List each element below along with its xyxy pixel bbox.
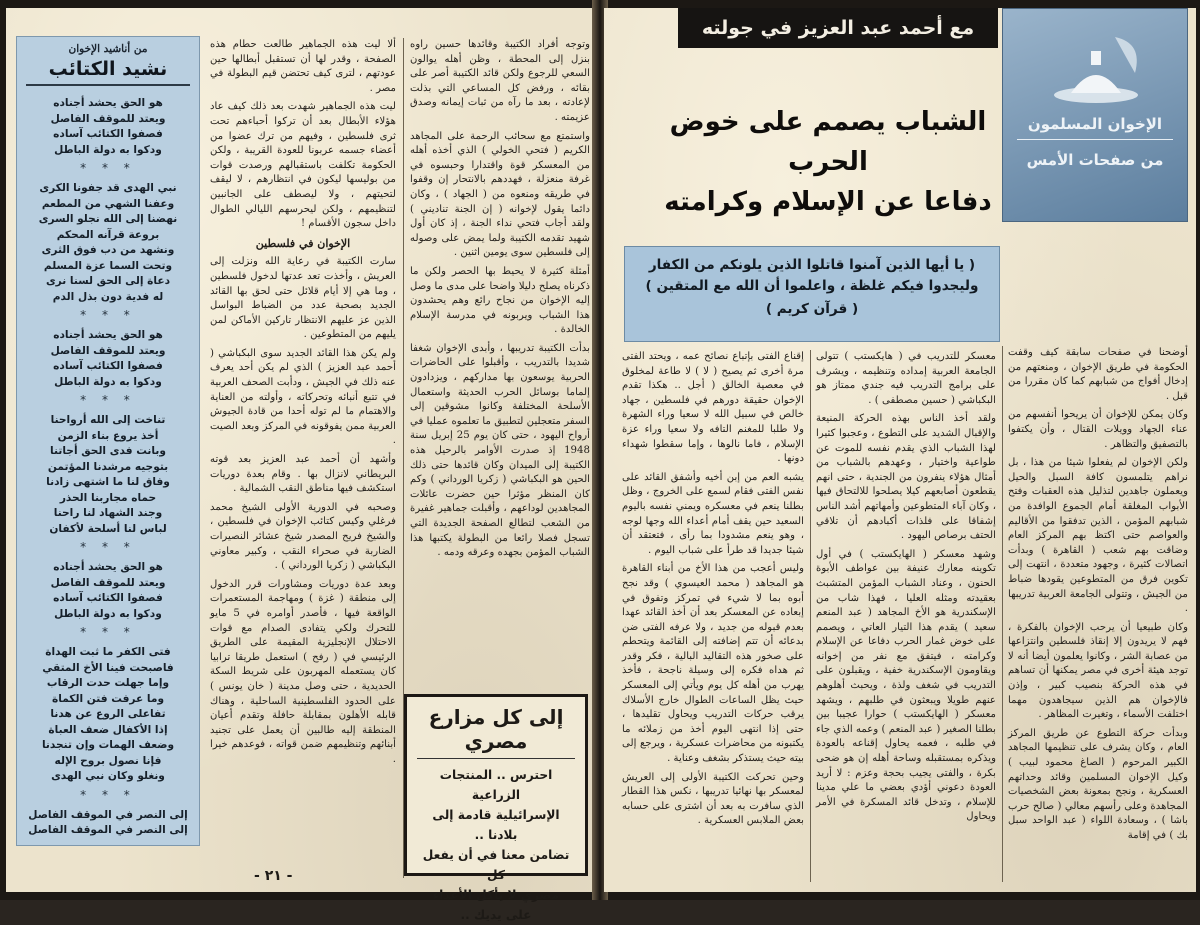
section-logo-box	[1002, 8, 1188, 222]
anthem-line: فصفوا الكتائب آساده	[53, 360, 163, 372]
right-page-column-c	[622, 350, 804, 884]
anthem-line: إلى النصر في الموقف الفاصل	[28, 824, 188, 836]
anthem-line: هو الحق يحشد أجناده	[53, 97, 163, 109]
anthem-stanza	[26, 560, 190, 622]
anthem-line: فاصبحت فينا الأخ المتقي	[42, 661, 174, 674]
anthem-line: ودكوا به دولة الباطل	[54, 607, 162, 620]
anthem-line: بروعة قرآنه المحكم	[56, 228, 160, 241]
paragraph: ولقد أخذ الناس بهذه الحركة المنيعة والإقبال الشديد على التطوع ، وعجبوا كثيرا لهذا الشباب الذي يقدم نفسه للموت عن طواعية واختيار ، وعهدهم بالشباب من أمثال هؤلاء ينفرون من الجندية ، حتى انهم يقطعون أصابعهم كيلا يصلحوا للالتحاق فيها ، وكان آباء المتطوعين وأمهاتهم أشد الناس إشفاقا على فلذات أكبادهم أن تلاقي الحتف برصاص اليهود .	[816, 413, 996, 542]
anthem-line: وجند الشهاد لنا راحنا	[53, 507, 163, 519]
anthem-line: ونشهد من دب فوق الثرى	[41, 244, 175, 256]
ad-line: مصري لا يأكل الأعداء	[432, 888, 560, 902]
anthem-line: وعفنا الشهي من المطعم	[41, 197, 175, 210]
anthem-stanza	[26, 808, 190, 839]
paragraph: وصحبه في الدورية الأولى الشيخ محمد فرغلي وكيس كتائب الإخوان في فلسطين ، والشيخ فريح المصدر شيخ عشائر النصيرات الضاربة في صحراء النقب ، وكبير معاوني البكباشي ( زكريا الورداني ) .	[210, 501, 396, 572]
anthem-line: وما عرفت فتن الكماة	[51, 692, 165, 705]
paragraph: أمثلة كثيرة لا يحيط بها الحصر ولكن ما ذكرناه يصلح دليلا واضحا على مدى ما وصل إليه الإخوان من نجاح رائع وهم يحشدون هذا الشباب ويربونه في مدرسة الإسلام الخالدة .	[409, 265, 590, 336]
paragraph: ولم يكن هذا القائد الجديد سوى البكباشي ( أحمد عبد العزيز ) الذي لم يكن أحد يعرف عنه ذلك في الجيش ، ودأبت الصحف العربية في تتبع أنبائه وتحركاته ، وأولته من العناية والاهتمام ما لم توله أحدا من قادة الجيوش العربية ممن يفوقونه في المركز وبعد الصيت .	[210, 347, 396, 447]
left-page-column-middle	[210, 38, 396, 868]
anthem-stanza	[26, 645, 190, 785]
stanza-separator: * * *	[80, 540, 136, 554]
anthem-line: حماه مجاربنا الحذر	[59, 491, 157, 504]
paragraph: وبدأت حركة التطوع عن طريق المركز العام ، وكان يشرف على تنظيمها المجاهد الكبير المرحوم ( الصاغ محمود لبيب ) وكيل الإخوان المسلمين وقائد وحداتهم العسكرية ، ونجح بمعونة بعض الشخصيات المجاهدة وعلى رأسهم معالي ( صالح حرب باشا ) ، وسعادة اللواء ( عبد الواحد سبل بك ) في إقامة	[1008, 727, 1188, 841]
ad-body	[417, 765, 575, 925]
paragraph: وليس أعجب من هذا الأخ من أبناء القاهرة هو المجاهد ( محمد العيسوي ) وقد نجح أبوه بما لا شيء في تمركز وتفوق في إبعاده عن المعسكر بعد أن أخذ القائد عهدا بعدم قبوله من جديد ، ولا عرفه الفتى ضن بدعائه أن تتم إضافته إلى القائمة ويتحطم على صخور هذه التقاليد البالية ، فكر وقدر ثم هداه فكره إلى وسيلة ناجحة ، فأخذ يهرب من أهله كل يوم ويأتي إلى المعسكر حيث يظل الساعات الطوال خارج الأسلاك يرقب حركات التدريب ويحاول تقليدها ، حتى إذا انتهى اليوم أخذ من زملائه ما يكتبونه من محاضرات عسكرية ، ويرجع إلى بيته حيث يستذكر بشغف وعناية .	[622, 563, 804, 765]
ad-line: الإسرائيلية قادمة إلى بلادنا ..	[432, 808, 560, 842]
paragraph: يشبه العم من إبن أخيه وأشفق القائد على نفس الفتى فقام لسمع على الخروج ، وظل بطلنا ينعم في معسكره ويمني نفسه باليوم السعيد حين يقف أمام أعداء الله وجها لوجه ، وهو ينعم مشدودا بما رأى ، فتعتقد أن شيئا جديدا قد طرأ على شباب اليوم .	[622, 471, 804, 556]
paragraph: ألا ليت هذه الجماهير طالعت حطام هذه الصفحة ، وقدر لها أن تستقبل أبطالها حين عودتهم ، لترى كيف تحتضن قيم البطولة في مصر .	[210, 39, 396, 94]
anthem-box	[16, 36, 200, 846]
anthem-line: نهضنا إلى الله نجلو السرى	[38, 213, 178, 225]
anthem-line: وتحت السما عزة المسلم	[43, 259, 173, 272]
anthem-line: ويعتد للموقف الفاصل	[50, 344, 166, 357]
paragraph: وتوجه أفراد الكتيبة وقائدها حسين راوه بنزل إلى المحطة ، وظن أهله يوالون السعي للرجوع ولكن قائد الكتيبة أصر على بقائه ، ورفض كل المساعي التي بذلت لإعادته ، بعد ما رآه من ثبات إيمانه وصدق عزيمته .	[410, 39, 590, 123]
anthem-line: هو الحق يحشد أجناده	[53, 329, 163, 341]
anthem-line: ودكوا به دولة الباطل	[54, 143, 162, 156]
stanza-separator: * * *	[80, 393, 136, 407]
ad-line: على يديك ..	[460, 908, 532, 922]
anthem-line: له فدية دون بذل الدم	[52, 290, 164, 303]
paragraph: ليت هذه الجماهير شهدت بعد ذلك كيف عاد هؤلاء الأبطال بعد أن تركوا أحباءهم تحت ثرى فلسطين ، وفيهم من ترك عضوا من أعضاء جسمه عربونا للعودة القريبة ، ولكن الحكومة تكلفت باستقبالهم ورصدت قوات من بوليسها ليكون في انتظارهم ، لا ليقف لتحيتهم ، ولا ليصطف على الجانبين لتنظيمهم ، ولكن ليحرسهم الليالي الطوال داخل سجون الأقسام !	[210, 101, 396, 230]
anthem-line: دعاة إلى الحق لسنا نرى	[45, 275, 171, 287]
ad-line: تضامن معنا في أن يفعل كل	[422, 848, 570, 882]
paragraph: وشهد معسكر ( الهايكستب ) في أول تكوينه معارك عنيفة بين عواطف الأبوة الحنون ، وعناد الشباب المؤمن المتشبث بعقيدته ومثله العليا ، فهذا شاب من الإسكندرية هو الأخ المجاهد ( عبد المنعم سعيد ) يقدم هذا التيار العاتي ، ويصمم على خوض غمار الحرب دفاعا عن الإسلام وكرامته ، فيتفق مع نفر من إخوانه ويقاومون الإسكندرية خفية ، ويقبلون على التدريب في شغف ولذة ، ويحبث أهلوهم عنهم طويلا ويبعثون في طلبهم ، ويشهد معسكر ( الهايكستب ) حوارا عجيبا بين بطلنا الصغير ( عبد المنعم ) وعمه الذي جاء في طلبه ، فعمه يحاول إقناعه بالعودة ويذكره بمستقبله وساحة أهله إن هو ضحى بكرة ، والفتى يجيب بحجة وعزم : لا أريد العودة دعوني أؤدي بعضي ما علي مدينا للإسلام ، وتدخل قائد المسكرة في الأمر ويحاول	[816, 548, 996, 823]
section-sublabel: من صفحات الأمس	[1026, 151, 1164, 169]
lamp-illustration	[1023, 29, 1169, 109]
subheading: الإخوان في فلسطين	[255, 236, 351, 250]
anthem-line: فإنا نصول بروح الإله	[54, 754, 162, 767]
ad-line: احترس .. المنتجات الزراعية	[439, 768, 553, 802]
advertisement-box	[404, 694, 588, 922]
paragraph: وأشهد أن أحمد عبد العزيز بعد قوته البريطاني لانزال بها . وقام بعدة دوريات استكشف فيها مناطق النقب الشمالية .	[210, 454, 396, 495]
anthem-line: إلى النصر في الموقف الفاصل	[28, 808, 188, 821]
right-page	[604, 8, 1196, 892]
paragraph: بدأت الكتيبة تدريبها ، وأبدى الإخوان شغفا شديدا بالتدريب ، وأقبلوا على الحاضرات الحربية يوسعون بها مداركهم ، ويزدادون إلماما بوسائل الحرب الحديثة واستعمال الأسلحة المختلفة وكانوا مشوقين إلى السفر متعجلين لتطبيق ما تعلموه عمليا في أرواح اليهود ، حتى كان يوم 25 إبريل سنة 1948 إذ صدرت الأوامر بالرحيل هذه الكتيبة إلى الميدان وكان قائدها حتى ذلك الحين هو البكباشي ( زكريا الورداني ) وكم كان المنظر مؤثرا حين حضرت عائلات المجاهدين لوداعهم ، وأقبلت جماهير غفيرة من الشعب لتطالع الصفحة الجديدة التي تسجل فصلا رائعا من البطولة يكتبها هذا الشباب المؤمن بجهده وعرقه ودمه .	[410, 342, 590, 559]
anthem-stanza	[26, 96, 190, 158]
anthem-line: وإما جهلت حدت الرقاب	[46, 677, 170, 689]
anthem-line: ويعتد للموقف الفاصل	[50, 576, 166, 589]
paragraph: معسكر للتدريب في ( هايكستب ) تتولى الجامعة العربية إمداده وتنظيمه ، ويشرف على برامج التدريب فيه جندي ممتاز هو البكباشي ( حسين مصطفى ) .	[816, 351, 996, 406]
anthem-line: إذا الأكفال ضعف العباة	[48, 723, 168, 736]
headline-line-2: دفاعا عن الإسلام وكرامته	[664, 187, 992, 217]
paragraph: وكان يمكن للإخوان أن يريحوا أنفسهم من عناء الجهاد وويلات القتال ، وأن يكتفوا بالتصفيق والتظاهر .	[1008, 409, 1188, 450]
paragraph: واستمتع مع سحائب الرحمة على المجاهد الكريم ( فتحي الخولي ) الذي أخذه أهله من المعسكر قوة واقتدارا وحبسوه في غرفة منعزلة ، فهددهم بالانتحار إن وقفوا في طريقه ومنعوه من ( الجهاد ) ، وكان دائما يقول لإخوانه ( إن الجنة تناديني ) ولقد أجاب فتحي نداء الجنة ، إذ كان أول شهيد تقدمه الكتيبة ولما يمض على وصوله إلى فلسطين سوى يومين اثنين .	[410, 130, 590, 259]
anthem-line: وبانت فدى الحق أجاتنا	[50, 445, 166, 457]
stanza-separator: * * *	[80, 625, 136, 639]
anthem-kicker: من أناشيد الإخوان	[68, 43, 148, 55]
left-page-column-right	[410, 38, 590, 686]
anthem-line: ونغلو وكان نبي الهدى	[51, 770, 165, 782]
anthem-line: وضعف الهمات وإن تنجدنا	[41, 739, 175, 751]
anthem-line: تناخت إلى الله أرواحنا	[50, 414, 166, 426]
paragraph: إقناع الفتى بإتباع نصائح عمه ، ويحتد الفتى مرة أخرى ثم يصيح ( لا ) لا طاعة لمخلوق في معصية الخالق ( أجل .. هكذا تقدم الإخوان حقيقة دورهم في فلسطين ، جهاد خالص في سبيل الله لا سعيا وراء الشهرة ولا طلبا للمغنم التافه ولا سعيا وراء عزة الإسلام ، فاما نالوها ، وإما سقطوا شهداء دونها .	[622, 351, 804, 465]
anthem-line: تفاعلى الروع عن هدنا	[50, 708, 166, 720]
anthem-line: لباس لنا أسلحة لأكفان	[49, 522, 167, 535]
quran-verse-box	[624, 246, 1000, 342]
page-number: - ٢١ -	[254, 868, 293, 884]
anthem-line: فتى الكفر ما ثبت الهداة	[45, 646, 171, 658]
stanza-separator: * * *	[80, 308, 136, 322]
anthem-line: أخذ يروع بناء الزمن	[57, 429, 159, 442]
series-banner: مع أحمد عبد العزيز في جولته	[678, 8, 998, 48]
anthem-stanza	[26, 328, 190, 390]
section-label: الإخوان المسلمون	[1017, 115, 1173, 140]
paragraph: ولكن الإخوان لم يفعلوا شيئا من هذا ، بل نراهم يتلمسون كافة السبل والحيل ويعملون جاهدين لتذليل هذه العقبات وفتح الأبواب المغلقة أمام الجموع الوافدة من شبابهم المؤمن ، الذين تدفقوا من الأقاليم والعواصم حتى اكتظ بهم المركز العام وضاقت بهم شعب ( القاهرة ) وبدأت اتصالات كثيرة ، وجهود متعددة ، انتهت إلى تكوين فرق من المتطوعين يقودها ضباط من الجيش ، وتتولى الجامعة العربية تدريبها .	[1008, 457, 1188, 615]
paragraph: وكان طبيعيا أن يرحب الإخوان بالفكرة ، فهم لا يريدون إلا إنقاذ فلسطين وانتزاعها من عصابة الشر ، وكانوا يعلمون أيضا أنه لا توجد هيئة أخرى في مصر يمكنها أن تساهم في هذه الحركة بنصيب كبير ، وإذن فالإخوان هم الذين سيجاهدون مهما اختلفت الأسماء ، وتغيرت المظاهر .	[1008, 621, 1188, 721]
left-page	[6, 8, 596, 922]
anthem-title: نشيد الكتائب	[26, 58, 190, 86]
paragraph: وبعد عدة دوريات ومشاورات قرر الدخول إلى منطقة ( غزة ) ومهاجمة المستعمرات الواقعة فيها ، فأصدر أوامره في 5 مايو للتحرك ولكي يتفادى الصدام مع قوات الاحتلال الإنجليزية المقيمة على الطريق الرئيسي في ( رفح ) استعمل طريقا ترابيا كان يستعمله المهربون على شريط السكة الحديدية ، حتى وصل مدينة ( خان يونس ) على الحدود الفلسطينية الساحلية ، وهناك قابله الأهلون بمقابلة حافلة وتقدم أعيان المنطقة إليه طالبين أن يعمل على تجنيد أبنائهم وتنظيمهم ضمن قواته ، فوعدهم خيرا .	[210, 578, 396, 765]
anthem-line: وفاق لنا ما اشتهى زادنا	[46, 476, 170, 488]
anthem-line: ودكوا به دولة الباطل	[54, 375, 162, 388]
quran-citation: ( قرآن كريم )	[765, 301, 859, 317]
paragraph: سارت الكتيبة في رعاية الله ونزلت إلى العريش ، وأخذت تعد عدتها لدخول فلسطين ، وما هي إلا أيام قلائل حتى لحق بها القائد الجديد بصحبة عدد من الضباط البواسل الذين عز عليهم الانتظار تاركين الأماكن لمن يليهم من المتطوعين .	[210, 256, 396, 341]
column-divider	[810, 350, 811, 882]
anthem-stanza	[26, 181, 190, 305]
anthem-line: نبي الهدى قد جفونا الكرى	[39, 182, 177, 194]
quran-verse: ( يا أيها الذين آمنوا قاتلوا الذين يلونكم من الكفار وليجدوا فيكم غلظة ، واعلموا أن الله مع المتقين )	[645, 257, 979, 294]
anthem-line: فصفوا الكتائب آساده	[53, 128, 163, 140]
paragraph: وحين تحركت الكتيبة الأولى إلى العريش لمعسكر بها نهائيا تدريبها ، نكس هذا القطار الذي سافرت به بعد أن اشترى على حسابه بعض الملابس العسكرية .	[622, 771, 804, 827]
right-page-column-b	[816, 350, 996, 884]
ad-title: إلى كل مزارع مصري	[417, 705, 575, 759]
anthem-line: فصفوا الكتائب آساده	[53, 592, 163, 604]
headline-line-1: الشباب يصمم على خوض الحرب	[669, 107, 987, 177]
stanza-separator: * * *	[80, 787, 136, 802]
right-page-column-a	[1008, 346, 1188, 884]
anthem-line: بتوجيه مرشدنا المؤتمن	[47, 460, 169, 473]
paragraph: أوضحنا في صفحات سابقة كيف وقفت الحكومة في طريق الإخوان ، ومنعتهم من إدخال أفواج من شبابهم كما كان مقررا من قبل .	[1008, 347, 1188, 402]
column-divider	[1002, 346, 1003, 882]
anthem-stanzas	[26, 96, 190, 839]
stanza-separator: * * *	[80, 161, 136, 175]
anthem-line: هو الحق يحشد أجناده	[53, 561, 163, 573]
article-headline	[658, 102, 998, 222]
anthem-stanza	[26, 413, 190, 537]
anthem-line: ويعتد للموقف الفاصل	[50, 112, 166, 125]
